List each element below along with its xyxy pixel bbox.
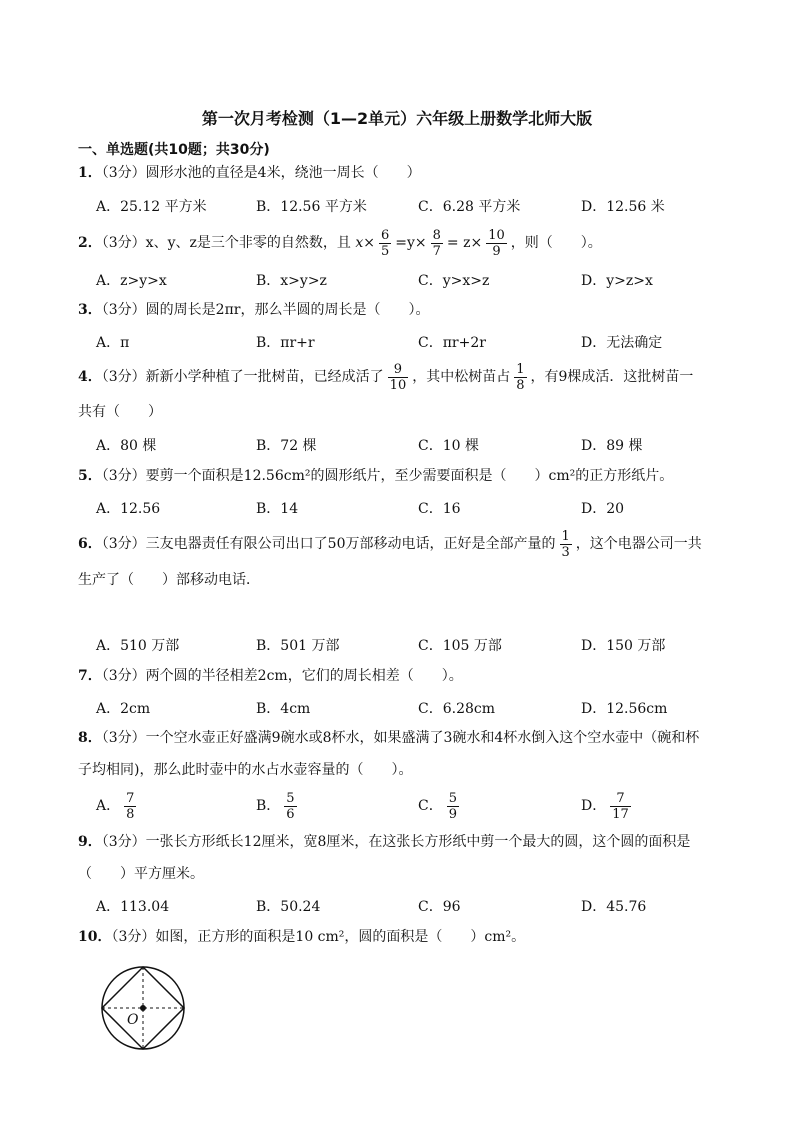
fraction-7-8: $\frac{7}{8}$	[126, 790, 135, 822]
option-a[interactable]: A．π	[96, 335, 130, 351]
question-2	[78, 226, 758, 260]
question-text: 一张长方形纸长12厘米，宽8厘米，在这张长方形纸中剪一个最大的圆，这个圆的面积是	[145, 834, 691, 850]
question-text: 要剪一个面积是12.56cm²的圆形纸片，至少需要面积是（ ）cm²的正方形纸片。	[145, 468, 674, 484]
question-points: （3分）	[101, 302, 146, 318]
option-a[interactable]: A．12.56	[96, 501, 161, 517]
option-a[interactable]: A．80 棵	[96, 438, 157, 454]
section-heading: 一、单选题(共10题；共30分)	[78, 142, 270, 158]
question-tail: ，有9棵成活．这批树苗一	[530, 369, 694, 385]
question-8-continued: 子均相同)，那么此时壶中的水占水壶容量的（ ）。	[78, 762, 413, 778]
question-number: 4．	[78, 369, 102, 385]
option-a[interactable]: A．2cm	[96, 701, 151, 717]
option-c[interactable]: C．10 棵	[418, 438, 479, 454]
question-7	[78, 666, 758, 686]
options-5	[96, 498, 756, 520]
eq-z: = z×	[446, 235, 483, 251]
fraction-7-17: $\frac{7}{17}$	[612, 790, 629, 822]
option-b[interactable]: B．πr+r	[256, 335, 315, 351]
question-number: 10．	[78, 929, 112, 945]
fraction-6-5: $\frac{6}{5}$	[380, 227, 390, 259]
question-points: （3分）	[101, 165, 146, 181]
options-3	[96, 332, 756, 354]
question-6-continued: 生产了（ ）部移动电话．	[78, 572, 260, 588]
question-tail: ，这个电器公司一共	[575, 536, 702, 552]
fraction-9-10: $\frac{9}{10}$	[389, 361, 407, 393]
fraction-5-6: $\frac{5}{6}$	[286, 790, 295, 822]
question-10	[78, 927, 758, 947]
question-6	[78, 525, 758, 563]
options-9	[96, 896, 756, 918]
question-text: 新新小学种植了一批树苗，已经成活了	[145, 369, 384, 385]
question-number: 8．	[78, 730, 102, 746]
question-4	[78, 359, 758, 395]
option-d[interactable]: D．20	[581, 501, 625, 517]
question-text: 圆形水池的直径是4米，绕池一周长（ ）	[145, 165, 421, 181]
question-points: （3分）	[101, 235, 146, 251]
option-b[interactable]: B．12.56 平方米	[256, 199, 367, 215]
question-number: 6．	[78, 536, 102, 552]
option-a[interactable]: A．113.04	[96, 899, 170, 915]
options-4	[96, 435, 756, 457]
option-d[interactable]: D．12.56 米	[581, 199, 665, 215]
question-points: （3分）	[101, 468, 146, 484]
option-b[interactable]: B． $\frac{5}{6}$	[256, 790, 295, 822]
options-2	[96, 270, 756, 292]
option-d[interactable]: D．45.76	[581, 899, 647, 915]
question-points: （3分）	[111, 929, 156, 945]
center-label: O	[127, 1012, 139, 1028]
page-title: 第一次月考检测（1—2单元）六年级上册数学北师大版	[201, 109, 593, 128]
question-points: （3分）	[101, 834, 146, 850]
option-b[interactable]: B．72 棵	[256, 438, 317, 454]
option-b[interactable]: B．x>y>z	[256, 273, 327, 289]
option-c[interactable]: C．105 万部	[418, 638, 502, 654]
option-c[interactable]: C．6.28 平方米	[418, 199, 521, 215]
fraction-10-9: $\frac{10}{9}$	[488, 227, 505, 259]
question-9	[78, 832, 758, 852]
fraction-8-7: $\frac{8}{7}$	[432, 227, 441, 259]
question-tail: ，则（ ）。	[510, 235, 602, 251]
question-number: 9．	[78, 834, 102, 850]
option-c[interactable]: C．πr+2r	[418, 335, 486, 351]
option-d[interactable]: D．150 万部	[581, 638, 666, 654]
option-a[interactable]: A．25.12 平方米	[96, 199, 207, 215]
option-a[interactable]: A．z>y>x	[96, 273, 167, 289]
option-d[interactable]: D．无法确定	[581, 335, 663, 351]
option-d[interactable]: D． $\frac{7}{17}$	[581, 790, 629, 822]
times-sign: ×	[363, 235, 375, 251]
fraction-1-3: $\frac{1}{3}$	[561, 528, 570, 560]
question-8	[78, 728, 758, 748]
question-3	[78, 300, 758, 320]
option-c[interactable]: C．6.28cm	[418, 701, 495, 717]
option-c[interactable]: C．y>x>z	[418, 273, 490, 289]
question-points: （3分）	[101, 668, 146, 684]
question-mid: ，其中松树苗占	[412, 369, 511, 385]
question-9-continued: （ ）平方厘米。	[78, 866, 204, 882]
question-text: 两个圆的半径相差2cm，它们的周长相差（ ）。	[145, 668, 463, 684]
question-text: 圆的周长是2πr，那么半圆的周长是（ ）。	[145, 302, 430, 318]
question-text: 一个空水壶正好盛满9碗水或8杯水，如果盛满了3碗水和4杯水倒入这个空水壶中（碗和杯	[145, 730, 700, 746]
options-7	[96, 698, 756, 720]
option-c[interactable]: C． $\frac{5}{9}$	[418, 790, 457, 822]
question-text: 如图，正方形的面积是10 cm²，圆的面积是（ ）cm²。	[155, 929, 526, 945]
option-d[interactable]: D．12.56cm	[581, 701, 668, 717]
question-points: （3分）	[101, 536, 146, 552]
question-4-continued: 共有（ ）	[78, 404, 162, 420]
option-b[interactable]: B．50.24	[256, 899, 321, 915]
circle-square-figure	[98, 963, 188, 1053]
fraction-5-9: $\frac{5}{9}$	[448, 790, 457, 822]
option-a[interactable]: A． $\frac{7}{8}$	[96, 790, 135, 822]
question-number: 7．	[78, 668, 102, 684]
question-number: 3．	[78, 302, 102, 318]
question-5	[78, 466, 758, 486]
option-b[interactable]: B．14	[256, 501, 299, 517]
option-a[interactable]: A．510 万部	[96, 638, 180, 654]
question-text: 三友电器责任有限公司出口了50万部移动电话，正好是全部产量的	[145, 536, 556, 552]
options-1	[96, 196, 756, 218]
question-number: 2．	[78, 235, 102, 251]
question-number: 1．	[78, 165, 102, 181]
option-c[interactable]: C．16	[418, 501, 461, 517]
options-8	[96, 787, 756, 827]
question-1	[78, 163, 758, 183]
options-6	[96, 635, 756, 657]
question-points: （3分）	[101, 730, 146, 746]
question-number: 5．	[78, 468, 102, 484]
eq-y: =y×	[395, 235, 427, 251]
option-d[interactable]: D．y>z>x	[581, 273, 653, 289]
question-points: （3分）	[101, 369, 146, 385]
center-point	[140, 1005, 146, 1011]
fraction-1-8: $\frac{1}{8}$	[516, 361, 525, 393]
option-b[interactable]: B．501 万部	[256, 638, 340, 654]
question-text: x、y、z是三个非零的自然数，且	[145, 235, 351, 251]
option-d[interactable]: D．89 棵	[581, 438, 643, 454]
option-c[interactable]: C．96	[418, 899, 461, 915]
option-b[interactable]: B．4cm	[256, 701, 311, 717]
var-x: x	[355, 235, 364, 251]
